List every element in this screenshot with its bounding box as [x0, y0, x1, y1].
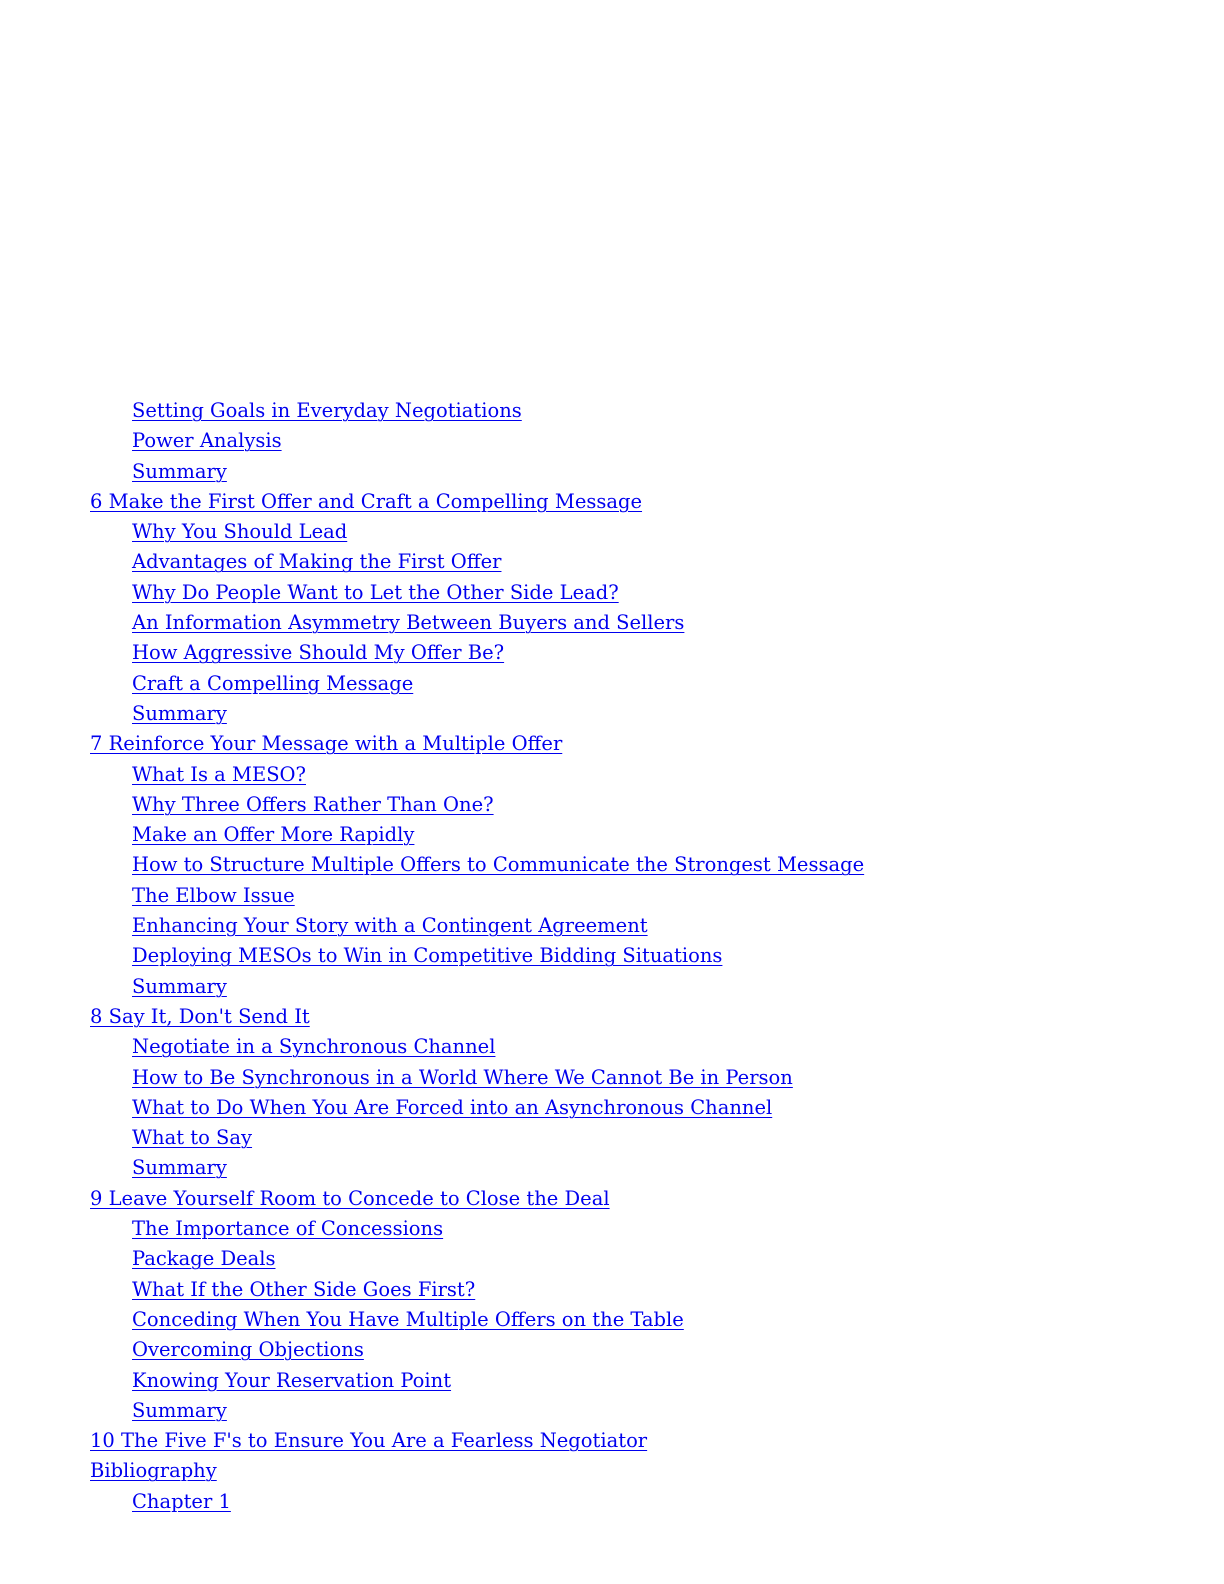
toc-section-link[interactable]: An Information Asymmetry Between Buyers and Sellers	[132, 611, 685, 635]
toc-chapter-entry	[90, 1426, 1170, 1456]
toc-section-entry	[90, 1244, 1170, 1274]
toc-chapter-entry	[90, 1456, 1170, 1486]
toc-chapter-entry	[90, 1002, 1170, 1032]
toc-section-link[interactable]: Summary	[132, 1156, 227, 1180]
toc-section-link[interactable]: Chapter 1	[132, 1489, 231, 1513]
toc-section-entry	[90, 790, 1170, 820]
toc-chapter-link[interactable]: 9 Leave Yourself Room to Concede to Close the Deal	[90, 1186, 610, 1210]
toc-section-entry	[90, 760, 1170, 790]
toc-section-entry	[90, 1123, 1170, 1153]
toc-section-entry	[90, 608, 1170, 638]
toc-section-link[interactable]: Why You Should Lead	[132, 520, 348, 544]
toc-section-entry	[90, 578, 1170, 608]
toc-chapter-link[interactable]: Bibliography	[90, 1459, 217, 1483]
toc-section-link[interactable]: What to Say	[132, 1126, 253, 1150]
toc-section-entry	[90, 972, 1170, 1002]
toc-section-entry	[90, 517, 1170, 547]
toc-section-link[interactable]: Setting Goals in Everyday Negotiations	[132, 399, 522, 422]
toc-section-entry	[90, 396, 1170, 426]
toc-section-entry	[90, 1032, 1170, 1062]
toc-section-link[interactable]: Make an Offer More Rapidly	[132, 823, 415, 847]
toc-section-link[interactable]: What Is a MESO?	[132, 762, 306, 786]
toc-section-entry	[90, 1305, 1170, 1335]
toc-chapter-link[interactable]: 8 Say It, Don't Send It	[90, 1004, 310, 1028]
toc-section-entry	[90, 1366, 1170, 1396]
toc-chapter-entry	[90, 487, 1170, 517]
toc-section-entry	[90, 638, 1170, 668]
toc-section-link[interactable]: The Elbow Issue	[132, 883, 295, 907]
toc-section-entry	[90, 1153, 1170, 1183]
toc-section-entry	[90, 1396, 1170, 1426]
toc-section-entry	[90, 1093, 1170, 1123]
toc-section-link[interactable]: Negotiate in a Synchronous Channel	[132, 1035, 496, 1059]
toc-section-link[interactable]: Conceding When You Have Multiple Offers on the Table	[132, 1307, 684, 1331]
toc-section-link[interactable]: Package Deals	[132, 1247, 276, 1271]
toc-section-entry	[90, 1335, 1170, 1365]
toc-chapter-link[interactable]: 7 Reinforce Your Message with a Multiple Offer	[90, 732, 563, 756]
toc-section-link[interactable]: Summary	[132, 1398, 227, 1422]
toc-section-link[interactable]: The Importance of Concessions	[132, 1217, 444, 1241]
toc-section-link[interactable]: Craft a Compelling Message	[132, 671, 414, 695]
toc-chapter-entry	[90, 1184, 1170, 1214]
toc-section-entry	[90, 669, 1170, 699]
table-of-contents	[90, 396, 1170, 1517]
toc-section-link[interactable]: What If the Other Side Goes First?	[132, 1277, 476, 1301]
toc-section-link[interactable]: Summary	[132, 974, 227, 998]
toc-section-entry	[90, 426, 1170, 456]
toc-chapter-entry	[90, 729, 1170, 759]
toc-section-link[interactable]: What to Do When You Are Forced into an Asynchronous Channel	[132, 1095, 773, 1119]
toc-chapter-link[interactable]: 10 The Five F's to Ensure You Are a Fearless Negotiator	[90, 1429, 648, 1453]
toc-section-link[interactable]: Power Analysis	[132, 429, 282, 453]
toc-section-link[interactable]: Enhancing Your Story with a Contingent Agreement	[132, 914, 648, 938]
toc-section-link[interactable]: Overcoming Objections	[132, 1338, 364, 1362]
toc-chapter-link[interactable]: 6 Make the First Offer and Craft a Compelling Message	[90, 489, 643, 513]
toc-section-entry	[90, 547, 1170, 577]
toc-section-link[interactable]: Advantages of Making the First Offer	[132, 550, 502, 574]
toc-section-entry	[90, 820, 1170, 850]
toc-section-link[interactable]: Summary	[132, 459, 227, 483]
toc-section-entry	[90, 881, 1170, 911]
toc-section-entry	[90, 911, 1170, 941]
toc-section-link[interactable]: Deploying MESOs to Win in Competitive Bidding Situations	[132, 944, 723, 968]
toc-section-link[interactable]: Why Do People Want to Let the Other Side Lead?	[132, 580, 619, 604]
toc-section-link[interactable]: How Aggressive Should My Offer Be?	[132, 641, 505, 665]
toc-section-link[interactable]: How to Structure Multiple Offers to Communicate the Strongest Message	[132, 853, 865, 877]
toc-section-entry	[90, 1487, 1170, 1517]
toc-section-entry	[90, 457, 1170, 487]
toc-section-entry	[90, 850, 1170, 880]
toc-section-link[interactable]: Why Three Offers Rather Than One?	[132, 792, 494, 816]
toc-section-entry	[90, 1275, 1170, 1305]
toc-section-link[interactable]: Summary	[132, 701, 227, 725]
toc-section-entry	[90, 1063, 1170, 1093]
toc-section-link[interactable]: How to Be Synchronous in a World Where We Cannot Be in Person	[132, 1065, 793, 1089]
toc-section-link[interactable]: Knowing Your Reservation Point	[132, 1368, 452, 1392]
toc-section-entry	[90, 941, 1170, 971]
toc-section-entry	[90, 1214, 1170, 1244]
toc-section-entry	[90, 699, 1170, 729]
